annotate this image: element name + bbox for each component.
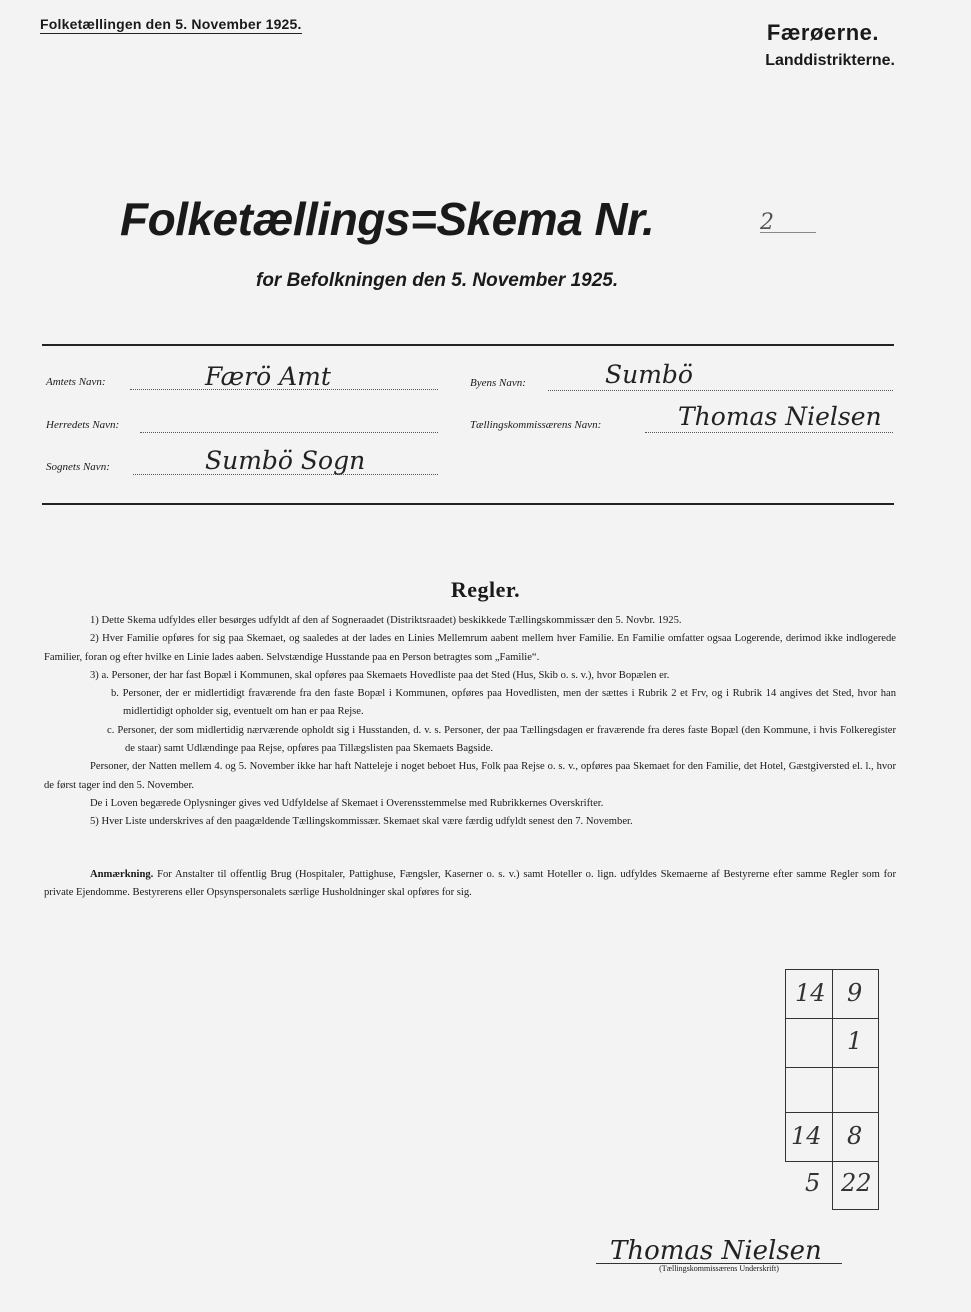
herred-label: Herredets Navn: <box>46 419 120 431</box>
herred-line <box>140 432 438 433</box>
note-label: Anmærkning. <box>90 869 154 880</box>
rule-3a: 3) a. Personer, der har fast Bopæl i Kommunen, skal opføres paa Skemaets Hovedliste paa det Sted (Hus, Skib o. s. v.), hvor Bopælen er. <box>90 669 670 681</box>
rule-3c: c. Personer, der som midlertidig nærværende opholdt sig i Husstanden, d. v. s. Personer, der paa Tællingsdagen er fraværende fra deres faste Bopæl (den Kommune, i hvis Folkeregister de staar) samt Udlændinge paa Rejse, opføres paa Tillægslisten paa Skemaets Bagside. <box>107 724 896 755</box>
kommissaer-label: Tællingskommissærens Navn: <box>470 419 602 431</box>
kommissaer-value: Thomas Nielsen <box>678 402 882 431</box>
rule-1: 1) Dette Skema udfyldes eller besørges udfyldt af den af Sogneraadet (Distriktsraadet) beskikkede Tællingskommissær den 5. Novbr. 1925. <box>90 615 682 626</box>
tally-cell <box>785 1018 833 1068</box>
census-date-label: Folketællingen den 5. November 1925. <box>40 16 302 32</box>
amt-label: Amtets Navn: <box>46 376 106 388</box>
form-number-line <box>760 232 816 233</box>
region-label: Færøerne. <box>766 20 879 45</box>
district-label: Landdistrikterne. <box>765 52 895 69</box>
by-line <box>548 390 893 391</box>
tally-cell <box>785 1067 833 1113</box>
tally-r1c2: 9 <box>847 979 863 1007</box>
rule-3d: Personer, der Natten mellem 4. og 5. November ikke har haft Natteleje i noget beboet Hus, Folk paa Rejse o. s. v., opføres paa Skemaet for den Familie, det Hotel, Gæstgiversted el. l., hvor de først tager ind den 5. November. <box>44 761 896 791</box>
rule-5: 5) Hver Liste underskrives af den paagældende Tællingskommissær. Skemaet skal være færdig udfyldt senest den 7. November. <box>90 816 633 828</box>
amt-value: Færö Amt <box>205 362 331 391</box>
rules-body <box>44 612 896 832</box>
kommissaer-line <box>645 432 893 433</box>
by-label: Byens Navn: <box>470 377 526 389</box>
rule-4: De i Loven begærede Oplysninger gives ved Udfyldelse af Skemaet i Overensstemmelse med Rubrikkernes Overskrifter. <box>90 797 604 809</box>
tally-r1c1: 14 <box>795 979 826 1007</box>
note-block <box>44 866 896 903</box>
form-subtitle: for Befolkningen den 5. November 1925. <box>256 270 619 291</box>
rule-3b: b. Personer, der er midlertidigt fraværende fra den faste Bopæl i Kommunen, opføres paa Hovedlisten, men der sættes i Rubrik 2 et Frv, og i Rubrik 14 angives det Sted, hvor han midlertidigt opholder sig, eventuelt om han er paa Rejse. <box>111 688 896 718</box>
bottom-divider <box>42 503 894 505</box>
tally-r5c2: 22 <box>841 1169 872 1197</box>
tally-box <box>785 969 879 1210</box>
form-title: Folketællings=Skema Nr. <box>120 193 655 245</box>
by-value: Sumbö <box>605 360 693 389</box>
rules-heading: Regler. <box>450 577 521 602</box>
sogn-value: Sumbö Sogn <box>205 446 366 475</box>
sogn-label: Sognets Navn: <box>46 461 110 473</box>
signature-caption: (Tællingskommissærens Underskrift) <box>659 1264 779 1273</box>
form-number-handwritten: 2 <box>760 210 774 235</box>
tally-r4c1: 14 <box>791 1122 822 1150</box>
tally-cell <box>832 1067 879 1113</box>
note-text: For Anstalter til offentlig Brug (Hospitaler, Pattighuse, Fængsler, Kaserner o. s. v.) samt Hoteller o. lign. udfyldes Skemaerne af Bestyrerne efter samme Regler som for private Ejendomme. Bestyrerens eller Opsynspersonalets særlige Husholdninger skal opføres for sig. <box>44 869 896 899</box>
top-divider <box>42 344 894 346</box>
tally-r5c1: 5 <box>805 1169 821 1197</box>
rule-2: 2) Hver Familie opføres for sig paa Skemaet, og saaledes at der lades en Linies Mellemrum aabent mellem hver Familie. En Familie omfatter ogsaa Logerende, derimod ikke indlogerede Familier, foran og efter hvilke en Linie lades aaben. Selvstændige Husstande paa en Person betragtes som „Familie“. <box>44 633 896 663</box>
signature: Thomas Nielsen <box>610 1236 822 1266</box>
tally-r2c2: 1 <box>847 1027 863 1055</box>
tally-r4c2: 8 <box>847 1122 863 1150</box>
